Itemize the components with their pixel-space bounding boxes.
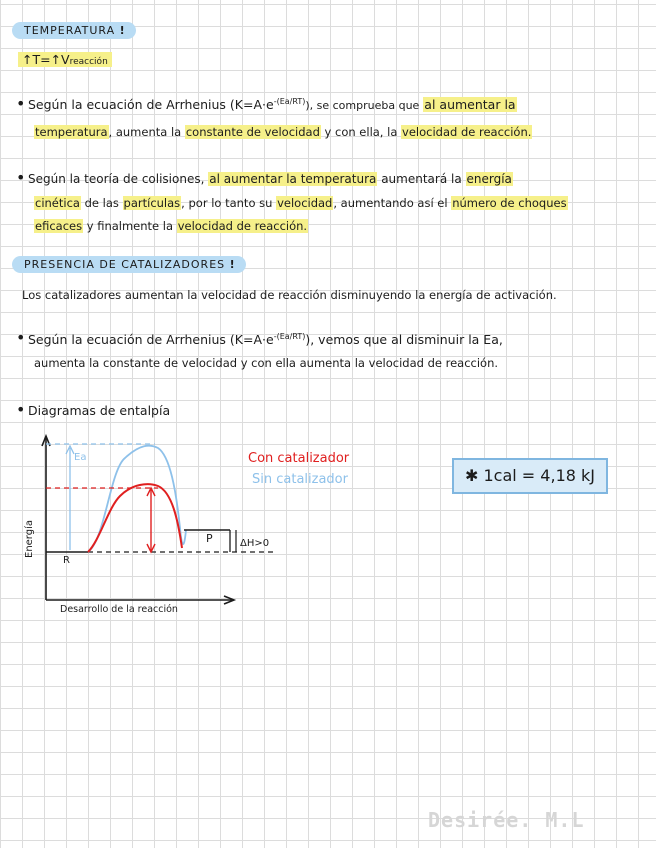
s2-p2: Diagramas de entalpía: [28, 403, 171, 418]
s1-p2-line2: cinética de las partículas, por lo tanto su velocidad, aumentando así el número de choques: [35, 196, 567, 210]
bullet: •: [16, 328, 26, 347]
legend-catalyzed: Con catalizador: [248, 451, 350, 466]
bullet: •: [16, 400, 26, 419]
section-title-catalizadores: [12, 256, 246, 273]
bullet: •: [16, 94, 26, 113]
section-title-text: TEMPERATURA: [24, 24, 116, 37]
temperature-rule: [18, 52, 112, 67]
section-title-text: PRESENCIA DE CATALIZADORES: [24, 258, 226, 271]
s2-p1-line1: Según la ecuación de Arrhenius $(K=A\cdot e^{-(Ea/RT)})$, vemos que al disminuir la Ea,: [28, 332, 503, 348]
s1-p2-line3: eficaces y finalmente la velocidad de reacción.: [35, 219, 308, 233]
s1-p2-line1: Según la teoría de colisiones, al aumentar la temperatura aumentará la energía: [28, 172, 512, 186]
section-title-temperatura: [12, 22, 136, 39]
catalyzed-curve: [88, 484, 182, 552]
reactant-label: R: [63, 555, 70, 566]
s1-p1-line1: Según la ecuación de Arrhenius $(K=A\cdot e^{-(Ea/RT)})$, se comprueba que al aumentar la: [28, 97, 516, 113]
rule-text: ↑T=↑V: [22, 52, 70, 67]
warning-icon: !: [119, 24, 126, 37]
y-axis-label: Energía: [24, 520, 35, 558]
product-label: P: [206, 532, 213, 545]
bullet: •: [16, 168, 26, 187]
s1-p1-line2: temperatura, aumenta la constante de velocidad y con ella, la velocidad de reacción.: [35, 125, 532, 139]
legend-uncatalyzed: Sin catalizador: [252, 472, 348, 487]
ea-label: Ea: [74, 452, 87, 463]
rule-subscript: reacción: [69, 57, 108, 67]
warning-icon: !: [229, 258, 236, 271]
x-axis-label: Desarrollo de la reacción: [60, 604, 178, 615]
author-watermark: Desirée. M.L: [428, 808, 585, 832]
dh-label: ΔH>0: [240, 538, 270, 549]
conversion-note: ✱ 1cal = 4,18 kJ: [452, 458, 608, 494]
s2-p1-line2: aumenta la constante de velocidad y con ella aumenta la velocidad de reacción.: [34, 356, 499, 370]
enthalpy-diagram: [20, 430, 380, 620]
s2-intro: Los catalizadores aumentan la velocidad de reacción disminuyendo la energía de activación.: [22, 288, 557, 302]
uncatalyzed-curve: [88, 446, 186, 552]
